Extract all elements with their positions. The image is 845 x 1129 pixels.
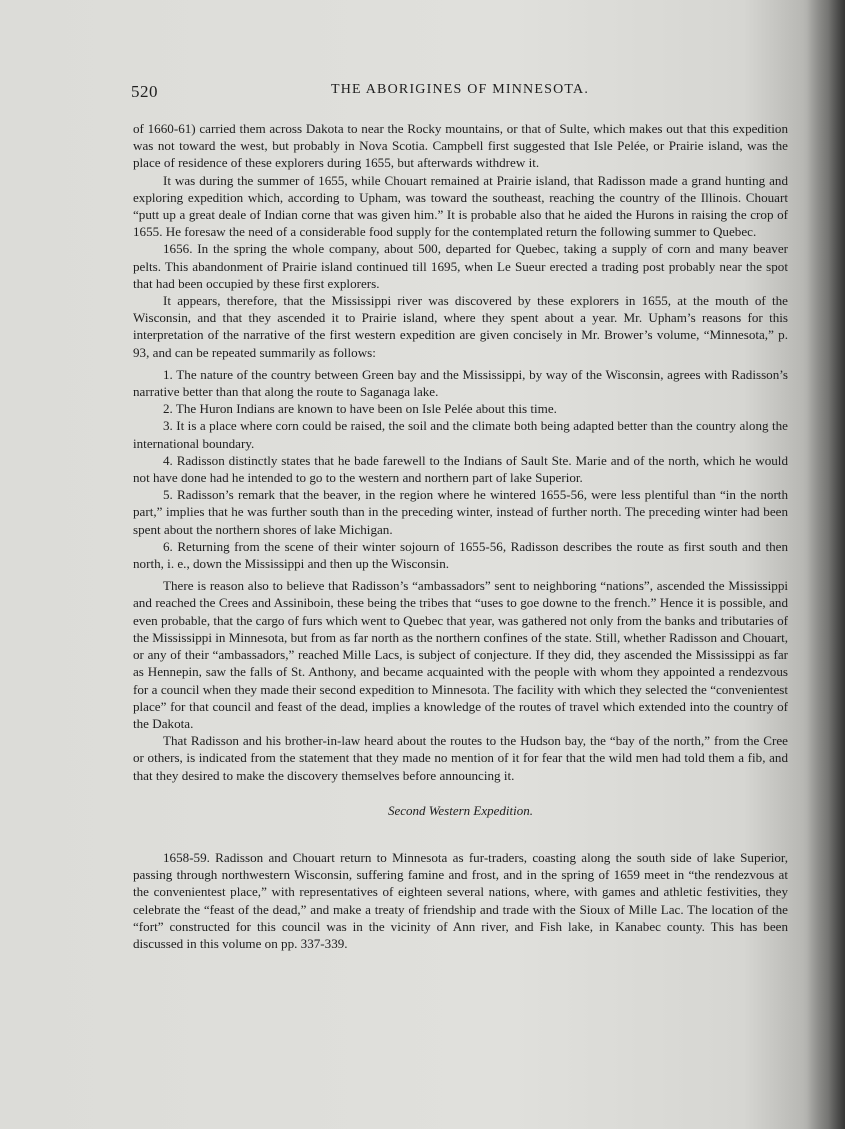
page-number: 520: [131, 82, 158, 101]
paragraph-hudson-bay: That Radisson and his brother-in-law heard about the routes to the Hudson bay, the “bay of the north,” from the Cree or others, is indicated from the statement that they made no mention of it for fear that the wild men had told them a fib, and that they desired to make the discovery themselves before announcing it.: [133, 733, 788, 783]
paragraph-summer-1655: It was during the summer of 1655, while Chouart remained at Prairie island, that Radisson made a grand hunting and exploring expedition which, according to Upham, was toward the southeast, reaching the country of the Illinois. Chouart “putt up a great deale of Indian corne that was given him.” It is probable also that he aided the Hurons in raising the crop of 1655. He foresaw the need of a considerable food supply for the contemplated return the following summer to Quebec.: [133, 172, 788, 240]
list-item-1: 1. The nature of the country between Green bay and the Mississippi, by way of the Wisconsin, agrees with Radisson’s narrative better than that along the route to Saganaga lake.: [133, 366, 788, 400]
list-item-6: 6. Returning from the scene of their winter sojourn of 1655-56, Radisson describes the route as first south and then north, i. e., down the Mississippi and then up the Wisconsin.: [133, 538, 788, 572]
paragraph-1658-59: 1658-59. Radisson and Chouart return to Minnesota as fur-traders, coasting along the south side of lake Superior, passing through northwestern Wisconsin, suffering famine and frost, and in the spring of 1659 meet in “the rendezvous at the convenientest place,” with representatives of eighteen several nations, where, with games and athletic festivities, they celebrate the “feast of the dead,” and make a treaty of friendship and trade with the Sioux of Mille Lac. The location of the “fort” constructed for this council was in the vicinity of Ann river, and Fish lake, in Kanabec county. This has been discussed in this volume on pp. 337-339.: [133, 849, 788, 951]
paragraph-ambassadors: There is reason also to believe that Radisson’s “ambassadors” sent to neighboring “nations”, ascended the Mississippi and reached the Crees and Assiniboin, these being the tribes that “uses to goe downe to the french.” Hence it is possible, and even probable, that the cargo of furs which went to Quebec that year, was gathered not only from the banks and tributaries of the Mississippi in Minnesota, but from as far north as the northern confines of the state. Still, whether Radisson and Chouart, or any of their “ambassadors,” reached Mille Lacs, is subject of conjecture. If they did, they ascended the Mississippi as far as Hennepin, saw the falls of St. Anthony, and became acquainted with the people with whom they appointed a rendezvous for a council when they made their second expedition to Minnesota. The facility with which they selected the “convenientest place” for that council and feast of the dead, implies a knowledge of the routes of travel which extended into the country of the Dakota.: [133, 578, 788, 731]
list-item-4: 4. Radisson distinctly states that he bade farewell to the Indians of Sault Ste. Marie and of the north, which he would not have done had he intended to go to the western and northern part of lake Superior.: [133, 452, 788, 486]
paragraph-discovery: It appears, therefore, that the Mississippi river was discovered by these explorers in 1655, at the mouth of the Wisconsin, and that they ascended it to Prairie island, where they spent about a year. Mr. Upham’s reasons for this interpretation of the narrative of the first western expedition are given concisely in Mr. Brower’s volume, “Minnesota,” p. 93, and can be repeated summarily as follows:: [133, 293, 788, 360]
running-title: THE ABORIGINES OF MINNESOTA.: [331, 82, 590, 97]
page-header: [131, 82, 791, 104]
list-item-5: 5. Radisson’s remark that the beaver, in the region where he wintered 1655-56, were less plentiful than “in the north part,” implies that he was further south than in the preceding winter, instead of further north. The preceding winter had been spent about the northern shores of lake Michigan.: [133, 487, 788, 537]
list-item-3: 3. It is a place where corn could be raised, the soil and the climate both being adapted better than the country along the international boundary.: [133, 418, 788, 451]
paragraph-1656: 1656. In the spring the whole company, about 500, departed for Quebec, taking a supply of corn and many beaver pelts. This abandonment of Prairie island continued till 1695, when Le Sueur erected a trading post probably near the spot that had been occupied by these first explorers.: [133, 241, 788, 291]
page-body: [133, 120, 788, 952]
book-spine-shadow: [807, 0, 845, 1129]
section-heading: Second Western Expedition.: [387, 802, 533, 818]
paragraph-continuation: of 1660-61) carried them across Dakota to near the Rocky mountains, or that of Sulte, which makes out that this expedition was not toward the west, but probably in Nova Scotia. Campbell first suggested that Isle Pelée, or Prairie island, was the place of residence of these explorers during 1655, but afterwards withdrew it.: [133, 121, 788, 171]
list-item-2: 2. The Huron Indians are known to have been on Isle Pelée about this time.: [163, 401, 557, 417]
